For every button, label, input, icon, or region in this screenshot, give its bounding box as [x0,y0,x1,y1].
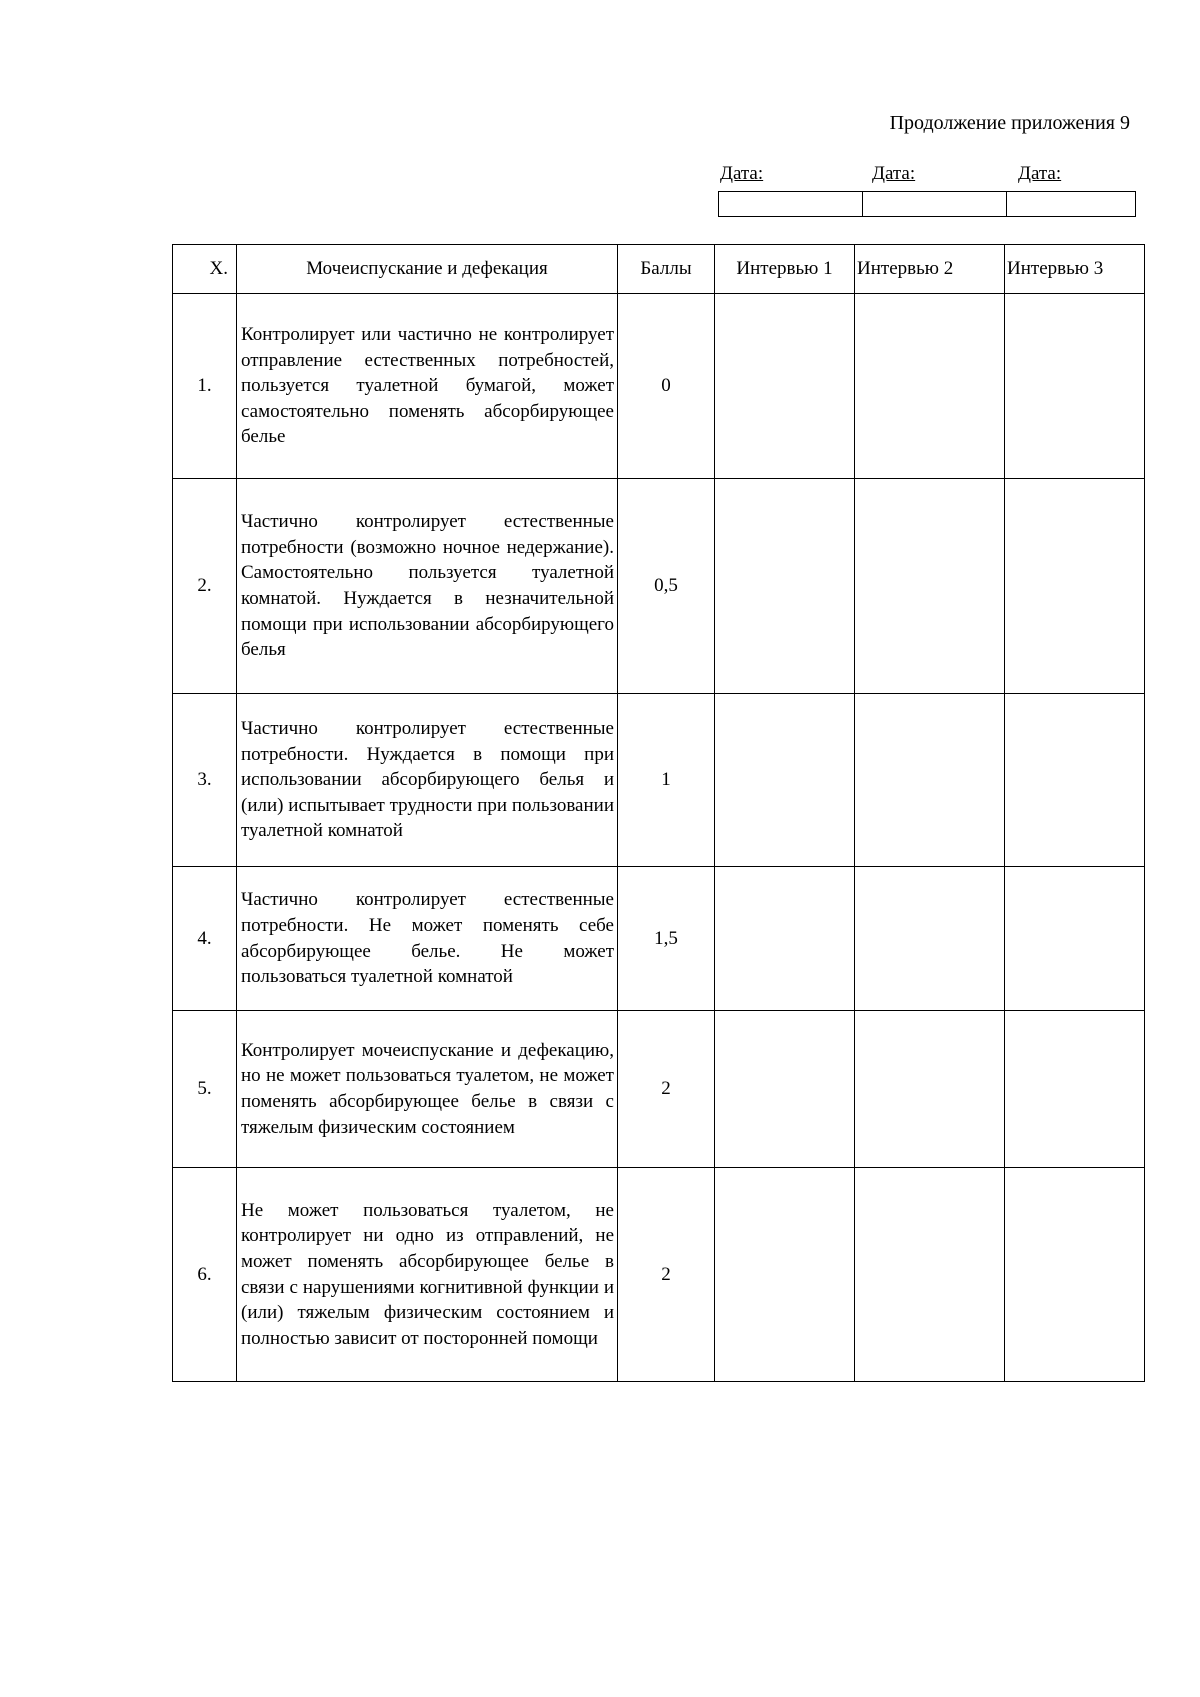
row-description: Частично контролирует естественные потребности. Нуждается в помощи при использовании абсорбирующего белья и (или) испытывает трудности при пользовании туалетной комнатой [237,694,618,867]
interview-1-cell[interactable] [715,694,855,867]
row-number: 6. [173,1168,237,1382]
interview-3-cell[interactable] [1005,867,1145,1011]
assessment-table [172,244,1145,1382]
header-interview-1: Интервью 1 [715,245,855,294]
interview-1-cell[interactable] [715,867,855,1011]
date-label-2: Дата: [872,163,916,184]
page-caption: Продолжение приложения 9 [889,112,1130,134]
table-row [173,294,1145,479]
row-description: Контролирует или частично не контролирует отправление естественных потребностей, пользуется туалетной бумагой, может самостоятельно поменять абсорбирующее белье [237,294,618,479]
row-number: 3. [173,694,237,867]
interview-1-cell[interactable] [715,294,855,479]
interview-2-cell[interactable] [855,1168,1005,1382]
row-number: 1. [173,294,237,479]
interview-3-cell[interactable] [1005,294,1145,479]
date-box-2[interactable] [863,192,1007,217]
header-interview-2: Интервью 2 [855,245,1005,294]
header-title: Мочеиспускание и дефекация [237,245,618,294]
row-score: 0 [618,294,715,479]
interview-2-cell[interactable] [855,867,1005,1011]
interview-1-cell[interactable] [715,1011,855,1168]
row-score: 1 [618,694,715,867]
row-score: 2 [618,1011,715,1168]
interview-3-cell[interactable] [1005,479,1145,694]
date-box-3[interactable] [1007,192,1136,217]
date-box-1[interactable] [719,192,863,217]
row-description: Частично контролирует естественные потребности. Не может поменять себе абсорбирующее белье. Не может пользоваться туалетной комнатой [237,867,618,1011]
date-label-1: Дата: [720,163,764,184]
date-labels [0,163,1200,187]
header-row [173,245,1145,294]
header-interview-3: Интервью 3 [1005,245,1145,294]
date-label-3: Дата: [1018,163,1062,184]
row-score: 0,5 [618,479,715,694]
table-row [173,479,1145,694]
table-row [173,1168,1145,1382]
row-description: Частично контролирует естественные потребности (возможно ночное недержание). Самостоятельно пользуется туалетной комнатой. Нуждается в незначительной помощи при использовании абсорбирующего белья [237,479,618,694]
interview-2-cell[interactable] [855,694,1005,867]
interview-3-cell[interactable] [1005,1011,1145,1168]
interview-3-cell[interactable] [1005,694,1145,867]
row-score: 1,5 [618,867,715,1011]
interview-2-cell[interactable] [855,479,1005,694]
table-row [173,1011,1145,1168]
interview-1-cell[interactable] [715,479,855,694]
date-boxes [718,191,1136,217]
row-number: 4. [173,867,237,1011]
header-num: Х. [173,245,237,294]
row-score: 2 [618,1168,715,1382]
interview-3-cell[interactable] [1005,1168,1145,1382]
row-number: 5. [173,1011,237,1168]
header-score: Баллы [618,245,715,294]
row-description: Не может пользоваться туалетом, не контролирует ни одно из отправлений, не может поменять абсорбирующее белье в связи с нарушениями когнитивной функции и (или) тяжелым физическим состоянием и полностью зависит от посторонней помощи [237,1168,618,1382]
row-number: 2. [173,479,237,694]
table-row [173,694,1145,867]
row-description: Контролирует мочеиспускание и дефекацию, но не может пользоваться туалетом, не может поменять абсорбирующее белье в связи с тяжелым физическим состоянием [237,1011,618,1168]
interview-1-cell[interactable] [715,1168,855,1382]
interview-2-cell[interactable] [855,1011,1005,1168]
table-row [173,867,1145,1011]
interview-2-cell[interactable] [855,294,1005,479]
